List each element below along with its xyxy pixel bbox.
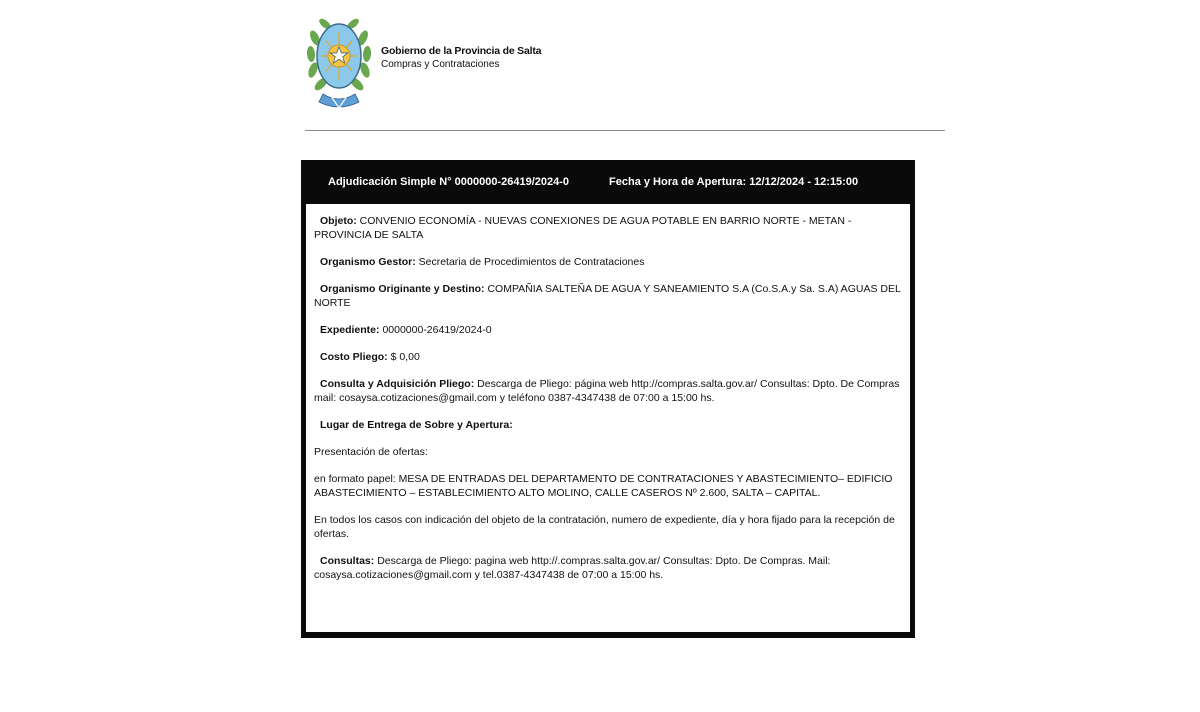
provincial-seal-icon bbox=[305, 8, 373, 112]
field-label: Organismo Originante y Destino: bbox=[320, 283, 485, 295]
field-value: COMPAÑIA SALTEÑA DE AGUA Y SANEAMIENTO S.A (Co.S.A.y Sa. S.A) AGUAS DEL NORTE bbox=[314, 283, 901, 309]
field-objeto bbox=[314, 214, 904, 242]
notice-body bbox=[306, 204, 910, 632]
presentacion-text: Presentación de ofertas: bbox=[314, 446, 428, 458]
field-organismo-originante bbox=[314, 282, 904, 310]
field-value: Secretaria de Procedimientos de Contrataciones bbox=[418, 256, 645, 268]
field-value: CONVENIO ECONOMÍA - NUEVAS CONEXIONES DE AGUA POTABLE EN BARRIO NORTE - METAN - PROVINCIA DE SALTA bbox=[314, 215, 852, 241]
field-label: Organismo Gestor: bbox=[320, 256, 416, 268]
field-label: Consultas: bbox=[320, 555, 375, 567]
notice-title: Adjudicación Simple N° 0000000-26419/2024-0 bbox=[328, 176, 570, 188]
field-consulta-adquisicion bbox=[314, 377, 904, 405]
field-value: 0000000-26419/2024-0 bbox=[382, 324, 492, 336]
field-expediente bbox=[314, 323, 904, 337]
field-label: Expediente: bbox=[320, 324, 380, 336]
field-label: Consulta y Adquisición Pliego: bbox=[320, 378, 475, 390]
field-value: $ 0,00 bbox=[390, 351, 420, 363]
page-header bbox=[305, 8, 945, 112]
field-value: Descarga de Pliego: pagina web http://.compras.salta.gov.ar/ Consultas: Dpto. De Compras. Mail: cosaysa.cotizaciones@gmail.com y tel.0387-4347438 de 07:00 a 15:00 hs. bbox=[314, 555, 831, 581]
field-organismo-gestor bbox=[314, 255, 904, 269]
organization-subtitle: Compras y Contrataciones bbox=[381, 59, 500, 70]
field-costo-pliego bbox=[314, 350, 904, 364]
field-consultas bbox=[314, 554, 904, 582]
header-divider bbox=[305, 130, 945, 131]
tender-notice bbox=[301, 160, 915, 638]
notice-header-bar bbox=[301, 160, 915, 204]
field-value: Descarga de Pliego: página web http://compras.salta.gov.ar/ Consultas: Dpto. De Compras mail: cosaysa.cotizaciones@gmail.com y teléfono 0387-4347438 de 07:00 a 15:00 hs. bbox=[314, 378, 900, 404]
field-label: Lugar de Entrega de Sobre y Apertura: bbox=[320, 419, 513, 431]
formato-papel-text: en formato papel: MESA DE ENTRADAS DEL DEPARTAMENTO DE CONTRATACIONES Y ABASTECIMIENTO– EDIFICIO ABASTECIMIENTO – ESTABLECIMIENTO ALTO MOLINO, CALLE CASEROS Nº 2.600, SALTA – CAPITAL. bbox=[314, 473, 893, 499]
field-label: Costo Pliego: bbox=[320, 351, 388, 363]
opening-date: Fecha y Hora de Apertura: 12/12/2024 - 12:15:00 bbox=[609, 176, 859, 188]
todos-los-casos-text: En todos los casos con indicación del objeto de la contratación, numero de expediente, día y hora fijado para la recepción de ofertas. bbox=[314, 514, 895, 540]
field-lugar-entrega bbox=[314, 418, 904, 432]
organization-name: Gobierno de la Provincia de Salta bbox=[381, 45, 542, 57]
field-label: Objeto: bbox=[320, 215, 357, 227]
